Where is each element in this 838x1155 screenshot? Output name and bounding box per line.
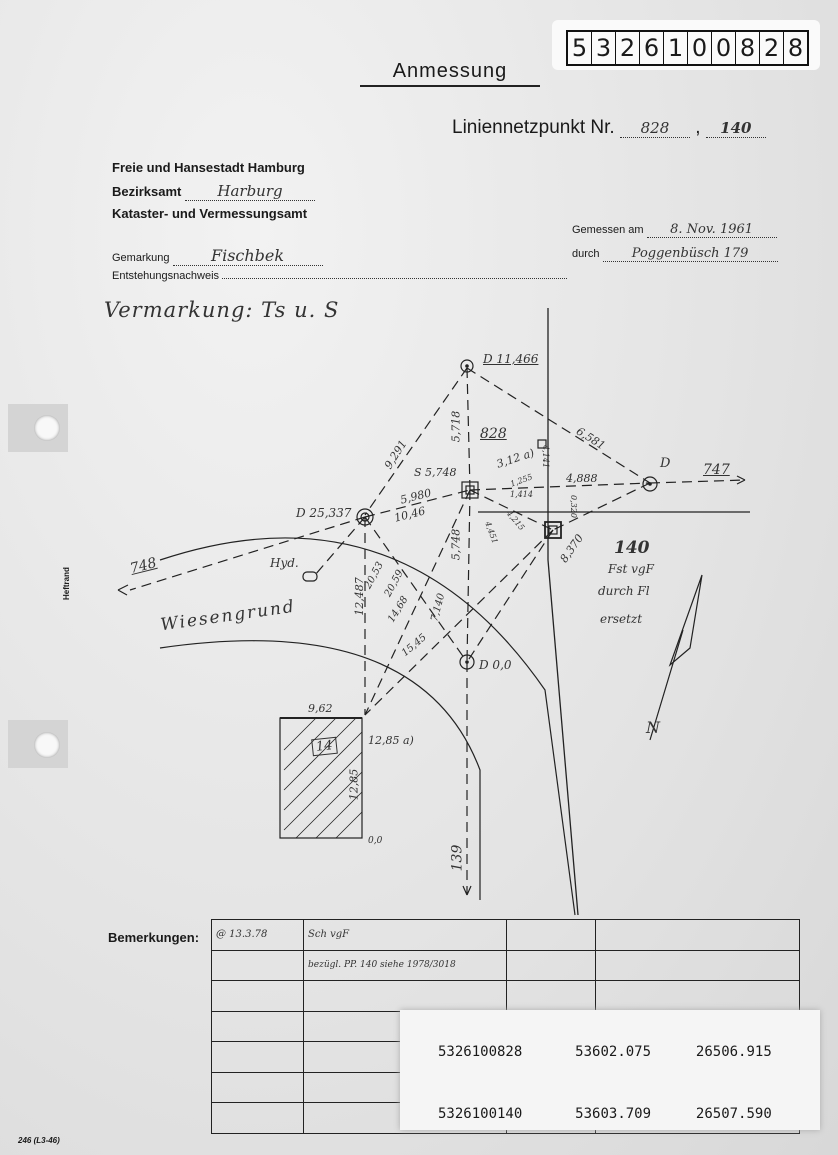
point-id: 5326100140 <box>438 1106 523 1122</box>
table-cell <box>596 981 800 1012</box>
measure-label: 3,12 a) <box>494 446 536 471</box>
measure-label: 5,748 <box>449 528 463 561</box>
coord-y: 26507.590 <box>695 1106 772 1122</box>
table-cell <box>507 920 596 951</box>
bemerkungen-label: Bemerkungen: <box>108 930 200 945</box>
measure-label: 20,59 <box>382 568 406 599</box>
form-code: 246 (L3-46) <box>18 1136 60 1145</box>
measure-label: 9,62 <box>308 702 333 715</box>
measure-label: 5,718 <box>449 410 463 443</box>
measure-label: 10,46 <box>392 504 427 525</box>
measure-label: 6,581 <box>573 424 608 453</box>
measure-label: 14,68 <box>386 594 411 625</box>
id-digit: 8 <box>787 34 804 62</box>
id-digit: 6 <box>640 32 664 64</box>
measure-label: 9,291 <box>381 437 410 472</box>
measure-label: 1,255 <box>509 472 534 489</box>
measure-label: 0,320 <box>568 495 578 518</box>
table-cell <box>212 981 304 1012</box>
table-cell <box>507 981 596 1012</box>
table-cell <box>212 1072 304 1103</box>
durch-value: Poggenbüsch 179 <box>603 246 778 262</box>
label-point-748: 748 <box>128 555 159 577</box>
measure-label: 15,45 <box>399 632 429 659</box>
baseline-vertical-lower <box>548 560 578 915</box>
note-140-line3: ersetzt <box>600 612 643 626</box>
measure-label: 20,53 <box>362 560 386 591</box>
measure-label: 8,370 <box>557 531 587 566</box>
liniennetzpunkt-value-1: 828 <box>620 119 690 138</box>
label-d-bottom: D 0,0 <box>479 658 512 672</box>
measure-label: 1,414 <box>510 490 533 499</box>
id-digit: 0 <box>712 32 736 64</box>
north-arrow-label: N <box>646 718 660 737</box>
durch-label: durch <box>572 248 600 260</box>
coord-y: 26506.915 <box>695 1044 772 1060</box>
gemarkung-value: Fischbek <box>173 246 323 266</box>
label-point-747: 747 <box>703 462 730 478</box>
table-cell <box>212 1103 304 1134</box>
table-cell <box>596 920 800 951</box>
note-140-line1: Fst vgF <box>608 562 654 576</box>
table-cell: Sch vgF <box>304 920 507 951</box>
table-row <box>212 920 800 951</box>
entstehung-label: Entstehungsnachweis <box>112 270 220 282</box>
label-s-mid: S 5,748 <box>414 466 457 479</box>
coordinate-row <box>438 1044 772 1060</box>
table-cell <box>212 1011 304 1042</box>
id-digit: 3 <box>592 32 616 64</box>
label-d-left: D 25,337 <box>296 506 352 520</box>
liniennetzpunkt-value-2: 140 <box>706 119 766 138</box>
bezirksamt-value: Harburg <box>185 182 315 201</box>
id-digit: 0 <box>688 32 712 64</box>
page-title: Anmessung <box>360 60 540 87</box>
id-digit: 5 <box>568 32 592 64</box>
label-point-139: 139 <box>449 844 466 872</box>
table-cell: bezügl. PP. 140 siehe 1978/3018 <box>304 950 507 981</box>
org-line-1: Freie und Hansestadt Hamburg <box>112 160 305 175</box>
measure-label: 4,141 <box>540 445 550 468</box>
coord-x: 53602.075 <box>575 1044 652 1060</box>
point-id: 5326100828 <box>438 1044 523 1060</box>
road-curve-lower <box>160 641 480 900</box>
table-cell <box>507 950 596 981</box>
measure-label: 5,980 <box>398 486 433 507</box>
table-cell <box>212 950 304 981</box>
label-point-140: 140 <box>614 538 650 558</box>
measure-label: 4,215 <box>504 508 527 533</box>
table-cell <box>304 981 507 1012</box>
label-hydrant: Hyd. <box>270 556 299 570</box>
heftrand-label: Heftrand <box>62 567 71 600</box>
label-point-828: 828 <box>480 426 507 442</box>
table-cell <box>596 950 800 981</box>
coordinate-row <box>438 1106 772 1122</box>
coord-x: 53603.709 <box>575 1106 652 1122</box>
label-d-top: D 11,466 <box>483 352 539 366</box>
table-cell <box>212 1042 304 1073</box>
measure-label: 12,85 a) <box>368 734 414 747</box>
measure-label: 0,0 <box>368 836 383 846</box>
id-digit: 2 <box>616 32 640 64</box>
measure-label: 4,451 <box>483 520 500 545</box>
table-row <box>212 981 800 1012</box>
table-cell: @ 13.3.78 <box>212 920 304 951</box>
bezirksamt-label: Bezirksamt <box>112 184 182 199</box>
gemessen-value: 8. Nov. 1961 <box>647 222 777 238</box>
gemessen-label: Gemessen am <box>572 224 644 236</box>
measure-label: 7,140 <box>429 592 448 623</box>
table-row <box>212 950 800 981</box>
id-digit: 8 <box>736 32 760 64</box>
label-d-right: D <box>660 456 671 471</box>
road-curve-upper <box>160 538 575 915</box>
org-line-3: Kataster- und Vermessungsamt <box>112 206 308 221</box>
vermarkung-note: Vermarkung: Ts u. S <box>104 298 340 322</box>
liniennetzpunkt-label: Liniennetzpunkt Nr. <box>452 117 615 138</box>
coordinate-label <box>400 1010 820 1130</box>
id-digit: 1 <box>664 32 688 64</box>
measure-label: 12,85 <box>347 768 361 801</box>
note-140-line2: durch Fl <box>598 584 650 598</box>
label-building-14: 14 <box>311 737 337 756</box>
liniennetzpunkt-separator: , <box>695 117 701 138</box>
measure-label: 12,487 <box>352 577 366 616</box>
id-digit: 2 <box>760 32 784 64</box>
label-wiesengrund: Wiesengrund <box>159 596 297 636</box>
measure-label: 4,888 <box>566 472 598 485</box>
gemarkung-label: Gemarkung <box>112 252 170 264</box>
